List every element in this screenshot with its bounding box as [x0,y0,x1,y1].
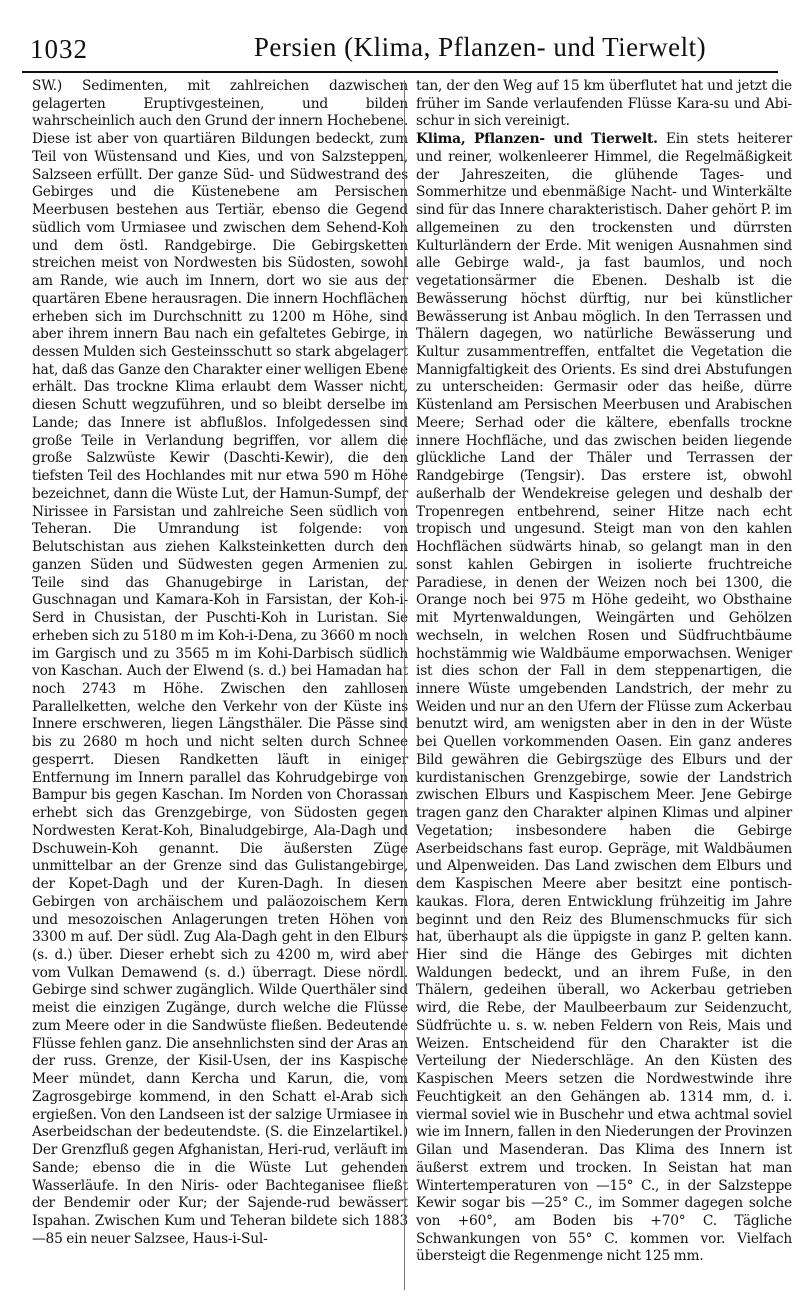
running-title: Persien (Klima, Pflanzen- und Tierwelt) [253,32,707,62]
page-header [22,28,778,72]
section-paragraph [416,131,792,1266]
right-column-intro: tan, der den Weg auf 15 km überflutet hat und jetzt die früher im Sande verlaufenden Flüsse Kara-su und Abi-schur in sich vereinigt. [416,78,792,130]
column-divider [404,80,405,1290]
left-column [32,78,408,1290]
section-text: Ein stets heiterer und reiner, wolkenleerer Himmel, die Regelmäßigkeit der Jahreszeiten, die glühende Tages- und Sommerhitze und ebenmäßige Nacht- und Winterkälte sind für das Innere charakteristisch. Daher gehört P. im allgemeinen zu den trockensten und dürrsten Kulturländern der Erde. Mit wenigen Ausnahmen sind alle Gebirge wald-, ja fast baumlos, und noch vegetationsärmer die Ebenen. Deshalb ist die Bewässerung höchst dürftig, nur bei künstlicher Bewässerung ist Anbau möglich. In den Terrassen und Thälern dagegen, wo natürliche Bewässerung und Kultur zusammentreffen, entfaltet die Vegetation die Mannigfaltigkeit des Orients. Es sind drei Abstufungen zu unterscheiden: Germasir oder das heiße, dürre Küstenland am Persischen Meerbusen und Arabischen Meere; Serhad oder die kältere, ebenfalls trockne innere Hochfläche, und das zwischen beiden liegende glückliche Land der Thäler und Terrassen der Randgebirge (Tengsir). Das erstere ist, obwohl außerhalb der Wendekreise gelegen und deshalb der Tropenregen entbehrend, seiner Hitze nach echt tropisch und ungesund. Steigt man von den kahlen Hochflächen südwärts hinab, so gelangt man in den sonst kahlen Gebirgen in isolierte fruchtreiche Paradiese, in denen der Weizen noch bei 1300, die Orange noch bei 975 m Höhe gedeiht, wo Obsthaine mit Myrtenwaldungen, Weingärten und Gehölzen wechseln, in welchen Rosen und Südfruchtbäume hochstämmig wie Waldbäume emporwachsen. Weniger ist dies schon der Fall in dem steppenartigen, die innere Wüste umgebenden Landstrich, der mehr zu Weiden und nur an den Ufern der Flüsse zum Ackerbau benutzt wird, am wenigsten aber in den in der Wüste bei Quellen vorkommenden Oasen. Ein ganz anderes Bild gewähren die Gebirgszüge des Elburs und der kurdistanischen Grenzgebirge, sowie der Landstrich zwischen Elburs und Kaspischem Meer. Jene Gebirge tragen ganz den Charakter alpinen Klimas und alpiner Vegetation; insbesondere haben die Gebirge Aserbeidschans fast europ. Gepräge, mit Waldbäumen und Alpenweiden. Das Land zwischen dem Elburs und dem Kaspischen Meere aber besitzt eine pontisch-kaukas. Flora, deren Entwicklung frühzeitig im Jahre beginnt und den Reiz des Blumenschmucks für sich hat, überhaupt als die üppigste in ganz P. gelten kann. Hier sind die Hänge des Gebirges mit dichten Waldungen bedeckt, und an ihrem Fuße, in den Thälern, gedeihen überall, wo Ackerbau getrieben wird, die Rebe, der Maulbeerbaum zur Seidenzucht, Südfrüchte u. s. w. neben Feldern von Reis, Mais und Weizen. Entscheidend für den Charakter ist die Verteilung der Niederschläge. An den Küsten des Kaspischen Meers setzen die Nordwestwinde ihre Feuchtigkeit an den Gehängen ab. 1314 mm, d. i. viermal soviel wie in Buschehr und etwa achtmal soviel wie im Innern, fallen in den Niederungen der Provinzen Gilan und Masenderan. Das Klima des Innern ist äußerst extrem und trocken. In Seistan hat man Wintertemperaturen von —15° C., in der Salzsteppe Kewir sogar bis —25° C., im Sommer dagegen solche von +60°, am Boden bis +70° C. Tägliche Schwankungen von 55° C. kommen vor. Vielfach übersteigt die Regenmenge nicht 125 mm. [416,131,792,1265]
page-number: 1032 [30,34,88,64]
section-heading: Klima, Pflanzen- und Tierwelt. [416,131,658,148]
header-rule [22,71,778,73]
right-column [416,78,792,1290]
left-column-text: SW.) Sedimenten, mit zahlreichen dazwischen gelagerten Eruptivgesteinen, und bilden wahrscheinlich auch den Grund der innern Hochebene. Diese ist aber von quartiären Bildungen bedeckt, zum Teil von Wüstensand und Kies, und von Salzsteppen, Salzseen erfüllt. Der ganze Süd- und Südwestrand des Gebirges und die Küstenebene am Persischen Meerbusen bestehen aus Tertiär, ebenso die Gegend südlich vom Urmiasee und zwischen dem Sehend-Koh und dem östl. Randgebirge. Die Gebirgsketten streichen meist von Nordwesten bis Südosten, sowohl am Rande, wie auch im Innern, dort wo sie aus der quartären Ebene herausragen. Die innern Hochflächen erheben sich im Durchschnitt zu 1200 m Höhe, sind aber ihrem innern Bau nach ein gefaltetes Gebirge, in dessen Mulden sich Gesteinsschutt so stark abgelagert hat, daß das Ganze den Charakter einer welligen Ebene erhält. Das trockne Klima erlaubt dem Wasser nicht, diesen Schutt wegzuführen, und so bleibt derselbe im Lande; das Innere ist abflußlos. Infolgedessen sind große Teile in Verlandung begriffen, vor allem die große Salzwüste Kewir (Daschti-Kewir), die den tiefsten Teil des Hochlandes mit nur etwa 590 m Höhe bezeichnet, dann die Wüste Lut, der Hamun-Sumpf, der Nirissee in Farsistan und zahlreiche Seen südlich von Teheran. Die Umrandung ist folgende: von Belutschistan aus ziehen Kalksteinketten durch den ganzen Süden und Südwesten gegen Armenien zu. Teile sind das Ghanugebirge in Laristan, der Guschnagan und Kamara-Koh in Farsistan, der Koh-i-Serd in Chusistan, der Puschti-Koh in Luristan. Sie erheben sich zu 5180 m im Koh-i-Dena, zu 3660 m noch im Gargisch und zu 3565 m im Kohi-Darbisch südlich von Kaschan. Auch der Elwend (s. d.) bei Hamadan hat noch 2743 m Höhe. Zwischen den zahllosen Parallelketten, welche den Verkehr von der Küste ins Innere erschweren, liegen Längsthäler. Die Pässe sind bis zu 2680 m hoch und nicht selten durch Schnee gesperrt. Diesen Randketten läuft in einiger Entfernung im Innern parallel das Kohrudgebirge von Bampur bis gegen Kaschan. Im Norden von Chorassan erhebt sich das Grenzgebirge, von Südosten gegen Nordwesten Kerat-Koh, Binaludgebirge, Ala-Dagh und Dschuwein-Koh genannt. Die äußersten Züge unmittelbar an der Grenze sind das Gulistangebirge, der Kopet-Dagh und der Kuren-Dagh. In diesen Gebirgen von archäischem und paläozoischem Kern und mesozoischen Anlagerungen treten Höhen von 3300 m auf. Der südl. Zug Ala-Dagh geht in den Elburs (s. d.) über. Dieser erhebt sich zu 4200 m, wird aber vom Vulkan Demawend (s. d.) überragt. Diese nördl. Gebirge sind schwer zugänglich. Wilde Querthäler sind meist die einzigen Zugänge, durch welche die Flüsse zum Meere oder in die Sandwüste fließen. Bedeutende Flüsse fehlen ganz. Die ansehnlichsten sind der Aras an der russ. Grenze, der Kisil-Usen, der ins Kaspische Meer mündet, dann Kercha und Karun, die, vom Zagrosgebirge kommend, in den Schatt el-Arab sich ergießen. Von den Landseen ist der salzige Urmiasee in Aserbeidschan der bedeutendste. (S. die Einzelartikel.) Der Grenzfluß gegen Afghanistan, Heri-rud, verläuft im Sande; ebenso die in die Wüste Lut gehenden Wasserläufe. In den Niris- oder Bachteganisee fließt der Bendemir oder Kur; der Sajende-rud bewässert Ispahan. Zwischen Kum und Teheran bildete sich 1883—85 ein neuer Salzsee, Haus-i-Sul- [32,78,408,1247]
